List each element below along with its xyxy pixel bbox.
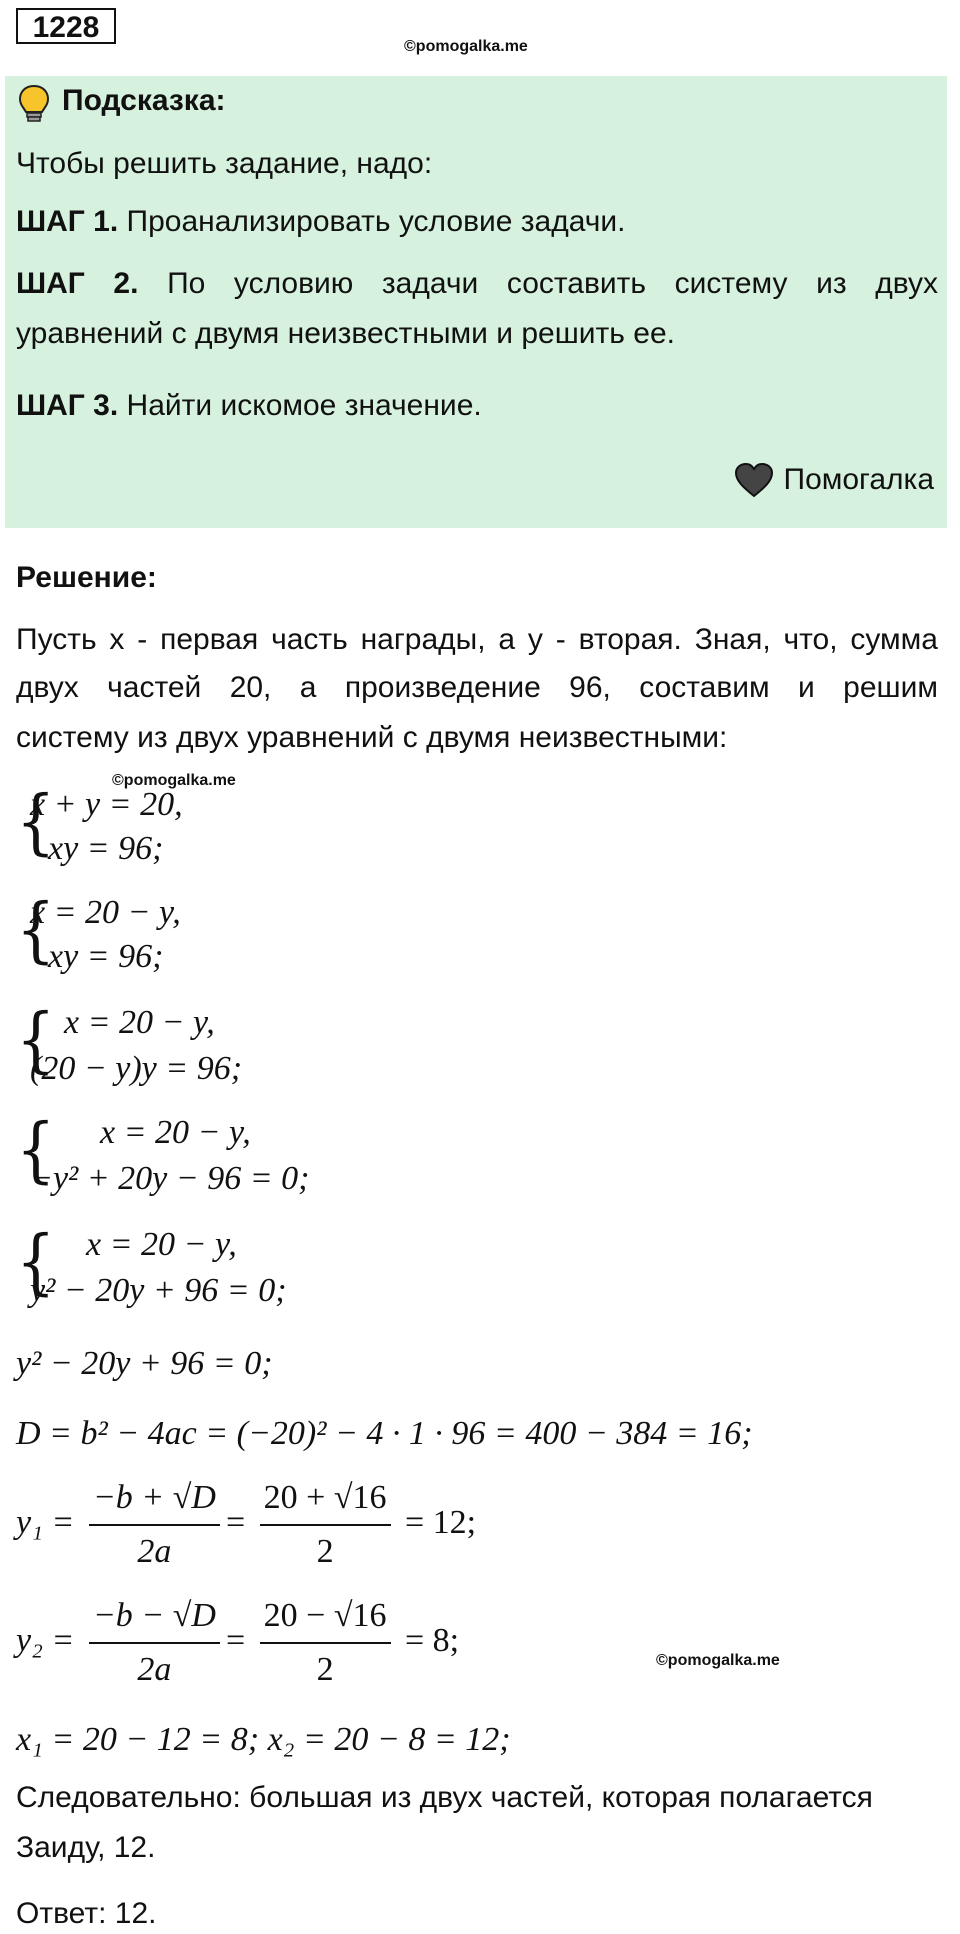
- system-2-line-2: xy = 96;: [48, 938, 164, 975]
- answer: Ответ: 12.: [16, 1897, 157, 1930]
- watermark-middle: ©pomogalka.me: [112, 772, 236, 789]
- x-values: [16, 1718, 511, 1762]
- system-2-line-1: x = 20 − y,: [30, 894, 181, 931]
- y1-denominator-values: 2: [316, 1533, 334, 1570]
- y1-fraction-values: [260, 1476, 391, 1574]
- solution-heading: Решение:: [16, 561, 157, 594]
- step-1-label: ШАГ 1.: [16, 205, 119, 238]
- y1-lhs: y₁ =: [16, 1503, 75, 1541]
- solution-para-line-1: Пусть х - первая часть награды, а у - вторая. Зная, что, сумма: [16, 623, 938, 656]
- system-1-line-1: x + y = 20,: [30, 786, 183, 823]
- heart-icon: [734, 462, 774, 498]
- y2-lhs: y₂ =: [16, 1621, 75, 1659]
- y2-result: = 8;: [405, 1621, 460, 1659]
- system-5-line-2: y² − 20y + 96 = 0;: [30, 1272, 287, 1309]
- y1-numerator-general: −b + √D: [89, 1476, 220, 1526]
- brace: {: [16, 1219, 56, 1304]
- system-4-line-1: x = 20 − y,: [100, 1114, 251, 1151]
- system-3-line-1: x = 20 − y,: [64, 1004, 215, 1041]
- step-3-text: Найти искомое значение.: [126, 389, 482, 422]
- step-3-label: ШАГ 3.: [16, 389, 119, 422]
- brace: {: [16, 779, 56, 864]
- brace: {: [16, 1107, 56, 1192]
- solution-para-line-3: систему из двух уравнений с двумя неизвестными:: [16, 721, 728, 754]
- system-5-line-1: x = 20 − y,: [86, 1226, 237, 1263]
- y2-fraction-general: [89, 1594, 220, 1692]
- hint-box: [5, 76, 947, 528]
- y2-denominator-general: 2a: [137, 1651, 172, 1688]
- system-3-line-2: (20 − y)y = 96;: [30, 1050, 243, 1087]
- quadratic-equation: [16, 1342, 273, 1386]
- y1-formula: y₁ = $\frac{-b + √D}{2a}$ = $\frac{20 + √16}{2}$ = 12;: [16, 1476, 476, 1574]
- hint-step-2-line-1: [16, 266, 938, 302]
- y2-numerator-values: 20 − √16: [260, 1594, 391, 1644]
- step-2-text: По условию задачи составить систему из двух: [167, 267, 938, 300]
- conclusion-line-1: Следовательно: большая из двух частей, которая полагается: [16, 1781, 873, 1814]
- y2-numerator-general: −b − √D: [89, 1594, 220, 1644]
- step-2-label: ШАГ 2.: [16, 267, 139, 300]
- hint-intro: Чтобы решить задание, надо:: [16, 147, 433, 180]
- y2-fraction-values: [260, 1594, 391, 1692]
- brand-name: Помогалка: [783, 463, 934, 496]
- discriminant: [16, 1412, 753, 1456]
- discriminant-text: D = b² − 4ac = (−20)² − 4 · 1 · 96 = 400 − 384 = 16;: [16, 1415, 753, 1452]
- y2-denominator-values: 2: [316, 1651, 334, 1688]
- y1-fraction-general: [89, 1476, 220, 1574]
- step-1-text: Проанализировать условие задачи.: [126, 205, 626, 238]
- hint-title: Подсказка:: [62, 84, 226, 117]
- lightbulb-icon: [16, 84, 52, 124]
- hint-header: [20, 84, 226, 118]
- system-1-line-2: xy = 96;: [48, 830, 164, 867]
- task-number: 1228: [16, 8, 116, 44]
- y1-denominator-general: 2a: [137, 1533, 172, 1570]
- equation-text: y² − 20y + 96 = 0;: [16, 1345, 273, 1382]
- y1-numerator-values: 20 + √16: [260, 1476, 391, 1526]
- brace: {: [16, 887, 56, 972]
- solution-para-line-2: двух частей 20, а произведение 96, составим и решим: [16, 671, 938, 704]
- system-4-line-2: −y² + 20y − 96 = 0;: [30, 1160, 310, 1197]
- hint-step-1: [16, 204, 625, 240]
- watermark-bottom: ©pomogalka.me: [656, 1652, 780, 1669]
- x-values-text: x₁ = 20 − 12 = 8; x₂ = 20 − 8 = 12;: [16, 1721, 511, 1758]
- y2-formula: y₂ = $\frac{-b - √D}{2a}$ = $\frac{20 - √16}{2}$ = 8;: [16, 1594, 459, 1692]
- watermark-top: ©pomogalka.me: [404, 38, 528, 55]
- brand-signature: [734, 462, 935, 498]
- y1-result: = 12;: [405, 1503, 477, 1541]
- brace: {: [16, 997, 56, 1082]
- conclusion-line-2: Заиду, 12.: [16, 1831, 156, 1864]
- hint-step-3: [16, 388, 482, 424]
- hint-step-2-line-2: уравнений с двумя неизвестными и решить ее.: [16, 317, 675, 350]
